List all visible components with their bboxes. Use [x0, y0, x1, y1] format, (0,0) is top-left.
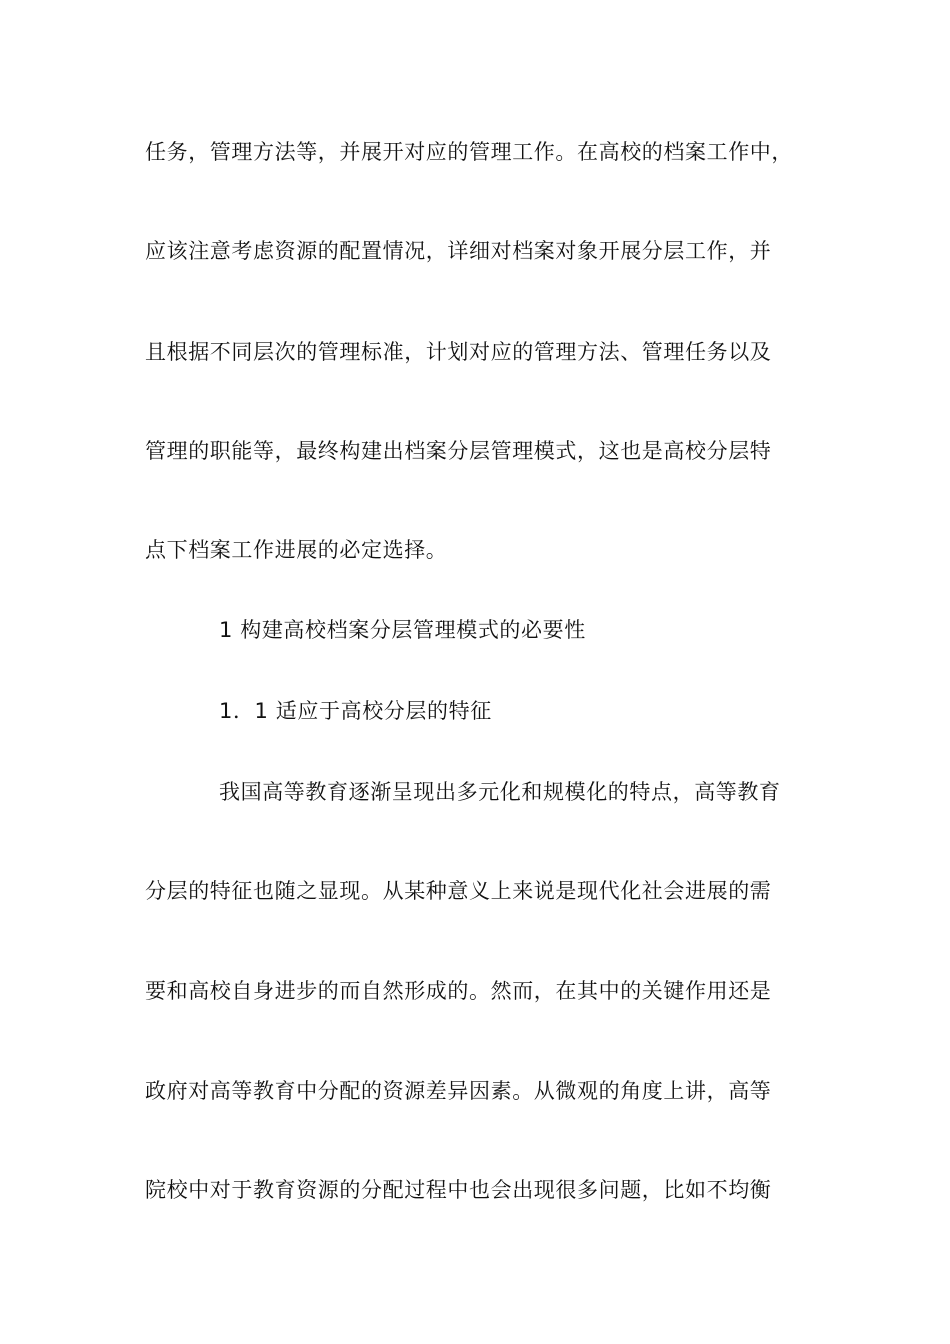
paragraph-line: 要和高校自身进步的而自然形成的。然而，在其中的关键作用还是 — [145, 979, 772, 1003]
subsection-heading: 1．1 适应于高校分层的特征 — [219, 699, 492, 723]
paragraph-line: 且根据不同层次的管理标准，计划对应的管理方法、管理任务以及 — [145, 340, 772, 364]
paragraph-line: 院校中对于教育资源的分配过程中也会出现很多问题，比如不均衡 — [145, 1178, 772, 1202]
paragraph-line: 点下档案工作进展的必定选择。 — [145, 538, 448, 562]
paragraph-line: 管理的职能等，最终构建出档案分层管理模式，这也是高校分层特 — [145, 439, 772, 463]
paragraph-line: 政府对高等教育中分配的资源差异因素。从微观的角度上讲，高等 — [145, 1079, 772, 1103]
section-heading: 1 构建高校档案分层管理模式的必要性 — [219, 618, 586, 642]
paragraph-line: 我国高等教育逐渐呈现出多元化和规模化的特点，高等教育 — [219, 780, 781, 804]
paragraph-line: 分层的特征也随之显现。从某种意义上来说是现代化社会进展的需 — [145, 879, 772, 903]
paragraph-line: 应该注意考虑资源的配置情况，详细对档案对象开展分层工作，并 — [145, 239, 772, 263]
paragraph-line: 任务，管理方法等，并展开对应的管理工作。在高校的档案工作中， — [145, 140, 793, 164]
